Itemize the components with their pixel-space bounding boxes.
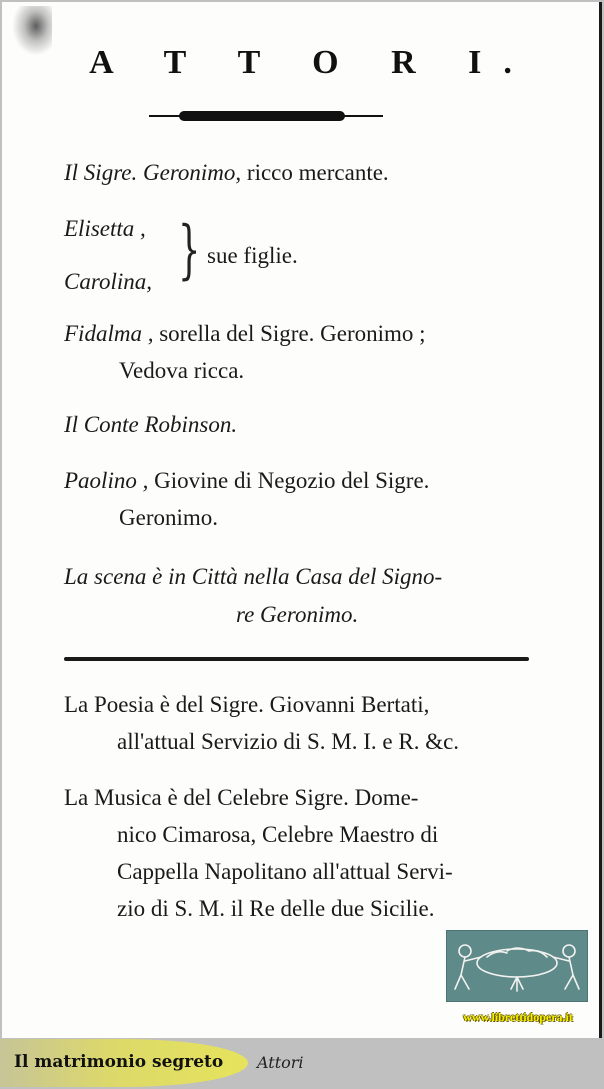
credits-music-line-1: La Musica è del Celebre Sigre. Dome- — [64, 785, 419, 810]
character-fidalma-continuation: Vedova ricca. — [119, 358, 245, 383]
character-description: sorella del Sigre. Geronimo ; — [153, 321, 426, 346]
character-elisetta: Elisetta , — [64, 216, 146, 241]
opera-title[interactable]: Il matrimonio segreto — [14, 1052, 224, 1072]
credits-poetry-line-1: La Poesia è del Sigre. Giovanni Bertati, — [64, 692, 430, 717]
character-paolino — [64, 468, 429, 494]
character-fidalma — [64, 321, 426, 347]
group-label-daughters: sue figlie. — [207, 243, 298, 268]
ornamental-rule — [149, 110, 383, 122]
setting-line-1: La scena è in Città nella Casa del Signo- — [64, 564, 443, 589]
character-description: ricco mercante. — [241, 160, 389, 185]
site-url-link[interactable]: www.librettidopera.it — [463, 1010, 573, 1024]
setting-line-2: re Geronimo. — [236, 602, 359, 627]
character-conte-robinson: Il Conte Robinson. — [64, 412, 238, 437]
credits-poetry-line-2: all'attual Servizio di S. M. I. e R. &c. — [117, 729, 460, 754]
libretto-page — [2, 2, 602, 1038]
credits-music-line-3: Cappella Napolitano all'attual Servi- — [117, 859, 453, 884]
credits-music-line-2: nico Cimarosa, Celebre Maestro di — [117, 822, 439, 847]
grouping-brace: } — [178, 213, 201, 287]
cherubs-wreath-logo-icon[interactable] — [446, 930, 588, 1002]
character-name: Paolino , — [64, 468, 149, 493]
page-heading: A T T O R I. — [89, 44, 534, 81]
footer-bar — [0, 1039, 604, 1089]
section-divider — [64, 657, 529, 661]
section-title: Attori — [257, 1053, 304, 1072]
character-name: Fidalma , — [64, 321, 154, 346]
character-geronimo — [64, 160, 389, 186]
character-paolino-continuation: Geronimo. — [119, 505, 219, 530]
character-description: Giovine di Negozio del Sigre. — [148, 468, 430, 493]
character-name: Il Sigre. Geronimo, — [64, 160, 242, 185]
character-carolina: Carolina, — [64, 269, 152, 294]
credits-music-line-4: zio di S. M. il Re delle due Sicilie. — [117, 896, 435, 921]
